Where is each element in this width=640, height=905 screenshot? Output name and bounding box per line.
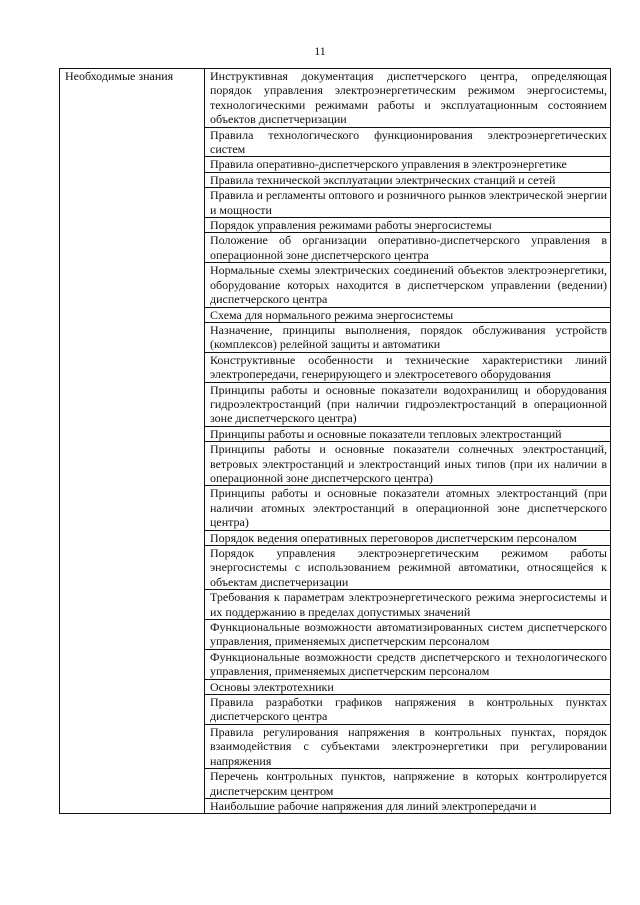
knowledge-item: Основы электротехники	[205, 679, 611, 694]
knowledge-item: Требования к параметрам электроэнергетического режима энергосистемы и их поддержанию в пределах допустимых значений	[205, 590, 611, 620]
knowledge-item: Функциональные возможности автоматизированных систем диспетчерского управления, применяемых диспетчерским персоналом	[205, 620, 611, 650]
knowledge-item: Правила и регламенты оптового и розничного рынков электрической энергии и мощности	[205, 188, 611, 218]
knowledge-item: Правила оперативно-диспетчерского управления в электроэнергетике	[205, 157, 611, 172]
knowledge-item: Принципы работы и основные показатели водохранилищ и оборудования гидроэлектростанций (при наличии гидроэлектростанций в операционной зоне диспетчерского центра)	[205, 382, 611, 426]
knowledge-item: Порядок управления режимами работы энергосистемы	[205, 218, 611, 233]
knowledge-item: Правила разработки графиков напряжения в контрольных пунктах диспетчерского центра	[205, 695, 611, 725]
knowledge-item: Положение об организации оперативно-диспетчерского управления в операционной зоне диспетчерского центра	[205, 233, 611, 263]
knowledge-item: Принципы работы и основные показатели атомных электростанций (при наличии атомных электростанций в операционной зоне диспетчерского центра)	[205, 486, 611, 530]
knowledge-item: Схема для нормального режима энергосистемы	[205, 307, 611, 322]
knowledge-item: Правила технической эксплуатации электрических станций и сетей	[205, 172, 611, 187]
knowledge-table	[59, 68, 611, 814]
knowledge-item: Нормальные схемы электрических соединений объектов электроэнергетики, оборудование которых находится в диспетчерском управлении (ведении) диспетчерского центра	[205, 263, 611, 307]
knowledge-item: Правила технологического функционирования электроэнергетических систем	[205, 127, 611, 157]
knowledge-item: Функциональные возможности средств диспетчерского и технологического управления, применяемых диспетчерским персоналом	[205, 649, 611, 679]
knowledge-item: Конструктивные особенности и технические характеристики линий электропередачи, генерирующего и электросетевого оборудования	[205, 352, 611, 382]
knowledge-item: Порядок управления электроэнергетическим режимом работы энергосистемы с использованием режимной автоматики, относящейся к объектам диспетчеризации	[205, 546, 611, 590]
knowledge-item: Правила регулирования напряжения в контрольных пунктах, порядок взаимодействия с субъектами электроэнергетики при регулировании напряжения	[205, 724, 611, 768]
page-number: 11	[314, 44, 326, 58]
knowledge-item: Принципы работы и основные показатели тепловых электростанций	[205, 426, 611, 441]
section-label: Необходимые знания	[60, 69, 205, 814]
knowledge-item: Наибольшие рабочие напряжения для линий электропередачи и	[205, 798, 611, 813]
table-row	[60, 69, 611, 128]
knowledge-item: Инструктивная документация диспетчерского центра, определяющая порядок управления электроэнергетическим режимом энергосистемы, технологическими режимами работы и эксплуатационным состоянием объектов диспетчеризации	[205, 69, 611, 128]
page-bottom-margin	[0, 872, 640, 905]
knowledge-item: Назначение, принципы выполнения, порядок обслуживания устройств (комплексов) релейной защиты и автоматики	[205, 322, 611, 352]
knowledge-item: Перечень контрольных пунктов, напряжение в которых контролируется диспетчерским центром	[205, 769, 611, 799]
knowledge-item: Принципы работы и основные показатели солнечных электростанций, ветровых электростанций и электростанций иных типов (при их наличии в операционной зоне диспетчерского центра)	[205, 442, 611, 486]
knowledge-item: Порядок ведения оперативных переговоров диспетчерским персоналом	[205, 530, 611, 545]
